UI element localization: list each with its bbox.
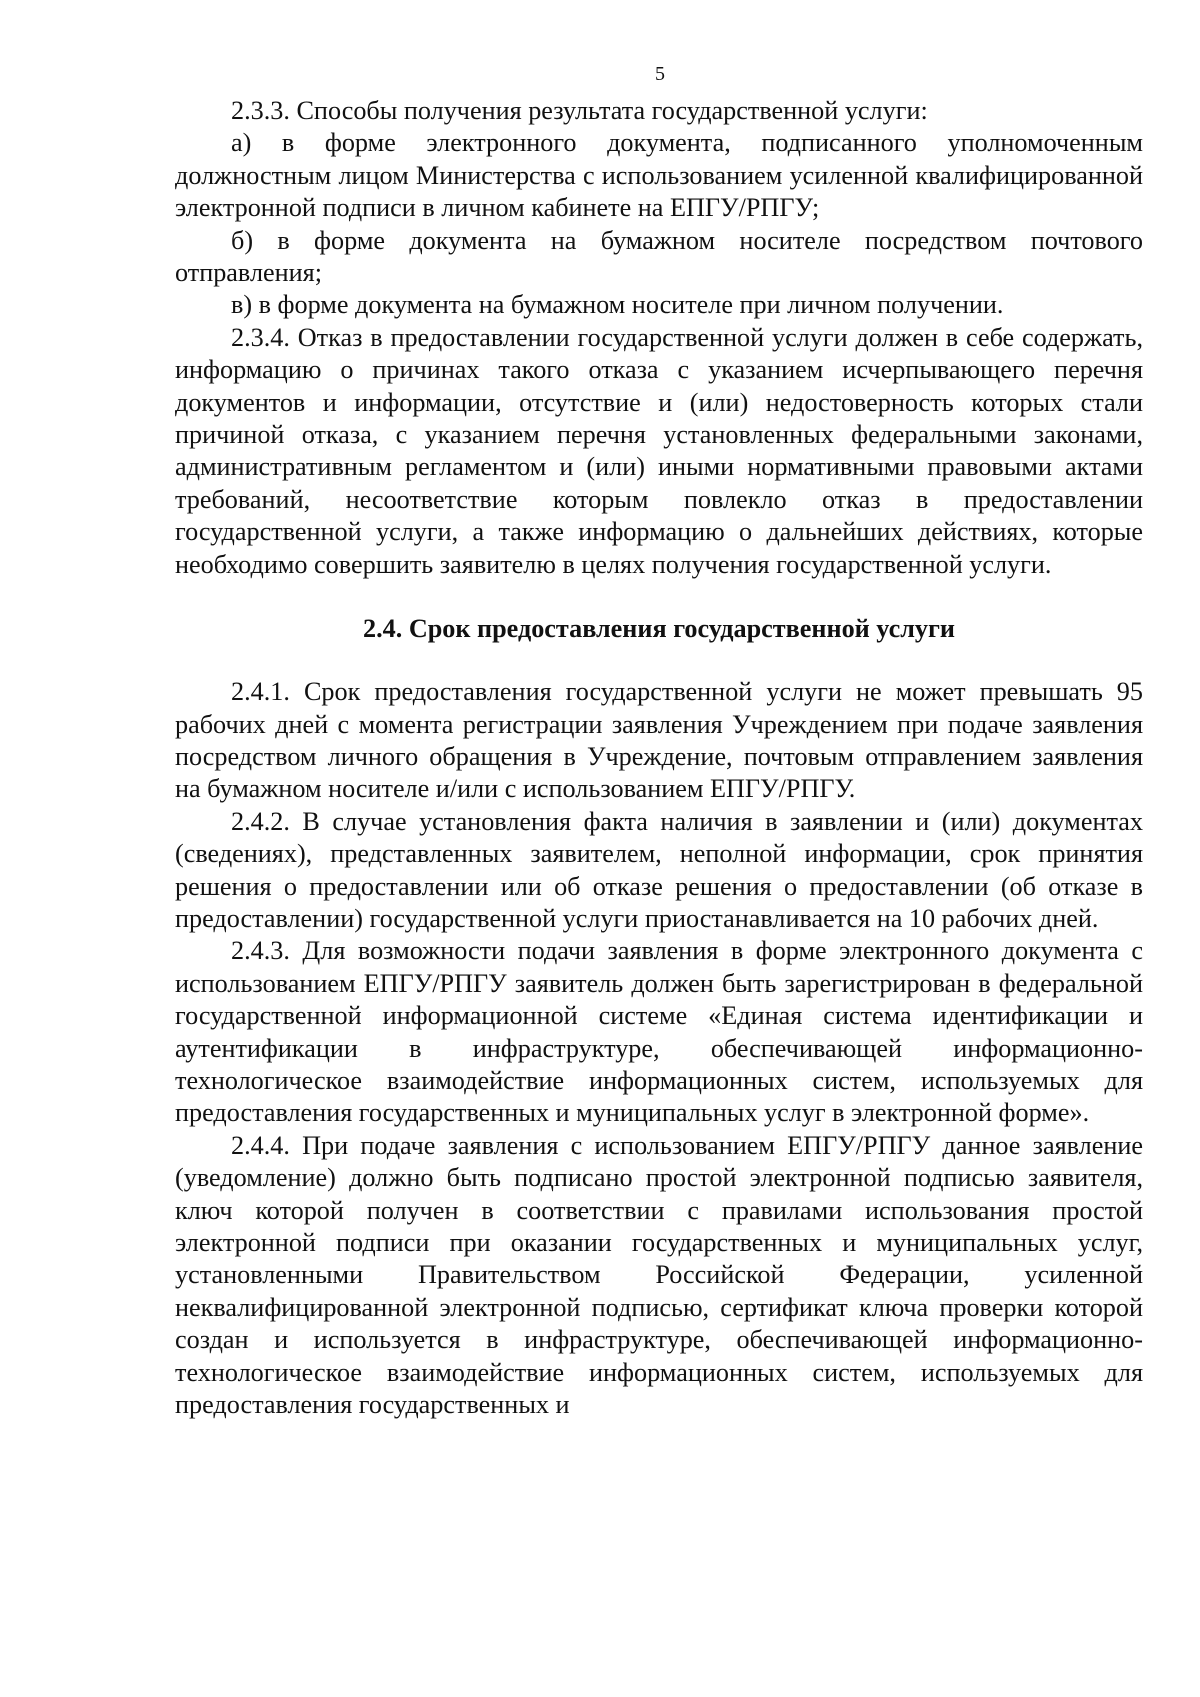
paragraph-2-4-4: 2.4.4. При подаче заявления с использованием ЕПГУ/РПГУ данное заявление (уведомление) должно быть подписано простой электронной подписью заявителя, ключ которой получен в соответствии с правилами использования простой электронной подписи при оказании государственных и муниципальных услуг, установленными Правительством Российской Федерации, усиленной неквалифицированной электронной подписью, сертификат ключа проверки которой создан и используется в инфраструктуре, обеспечивающей информационно-технологическое взаимодействие информационных систем, используемых для предоставления государственных и [175, 1130, 1143, 1420]
paragraph-2-4-1: 2.4.1. Срок предоставления государственной услуги не может превышать 95 рабочих дней с момента регистрации заявления Учреждением при подаче заявления посредством личного обращения в Учреждение, почтовым отправлением заявления на бумажном носителе и/или с использованием ЕПГУ/РПГУ. [175, 677, 1143, 804]
paragraph-2-3-3-b: б) в форме документа на бумажном носителе посредством почтового отправления; [175, 225, 1143, 288]
paragraph-2-3-4: 2.3.4. Отказ в предоставлении государственной услуги должен в себе содержать, информацию о причинах такого отказа с указанием исчерпывающего перечня документов и информации, отсутствие и (или) недостоверность которых стали причиной отказа, с указанием перечня установленных федеральными законами, административным регламентом и (или) иными нормативными правовыми актами требований, несоответствие которым повлекло отказ в предоставлении государственной услуги, а также информацию о дальнейших действиях, которые необходимо совершить заявителю в целях получения государственной услуги. [175, 322, 1143, 579]
paragraph-2-3-3-a: а) в форме электронного документа, подписанного уполномоченным должностным лицом Министерства с использованием усиленной квалифицированной электронной подписи в личном кабинете на ЕПГУ/РПГУ; [175, 128, 1143, 223]
page-number: 5 [655, 63, 665, 85]
section-heading-2-4: 2.4. Срок предоставления государственной услуги [362, 614, 955, 644]
document-body [175, 95, 1143, 1421]
paragraph-2-4-2: 2.4.2. В случае установления факта наличия в заявлении и (или) документах (сведениях), представленных заявителем, неполной информации, срок принятия решения о предоставлении или об отказе решения о предоставлении (об отказе в предоставлении) государственной услуги приостанавливается на 10 рабочих дней. [175, 806, 1143, 933]
paragraph-2-4-3: 2.4.3. Для возможности подачи заявления в форме электронного документа с использованием ЕПГУ/РПГУ заявитель должен быть зарегистрирован в федеральной государственной информационной системе «Единая система идентификации и аутентификации в инфраструктуре, обеспечивающей информационно-технологическое взаимодействие информационных систем, используемых для предоставления государственных и муниципальных услуг в электронной форме». [175, 936, 1143, 1128]
paragraph-2-3-3-v: в) в форме документа на бумажном носителе при личном получении. [231, 290, 1004, 320]
paragraph-2-3-3: 2.3.3. Способы получения результата государственной услуги: [231, 96, 928, 125]
